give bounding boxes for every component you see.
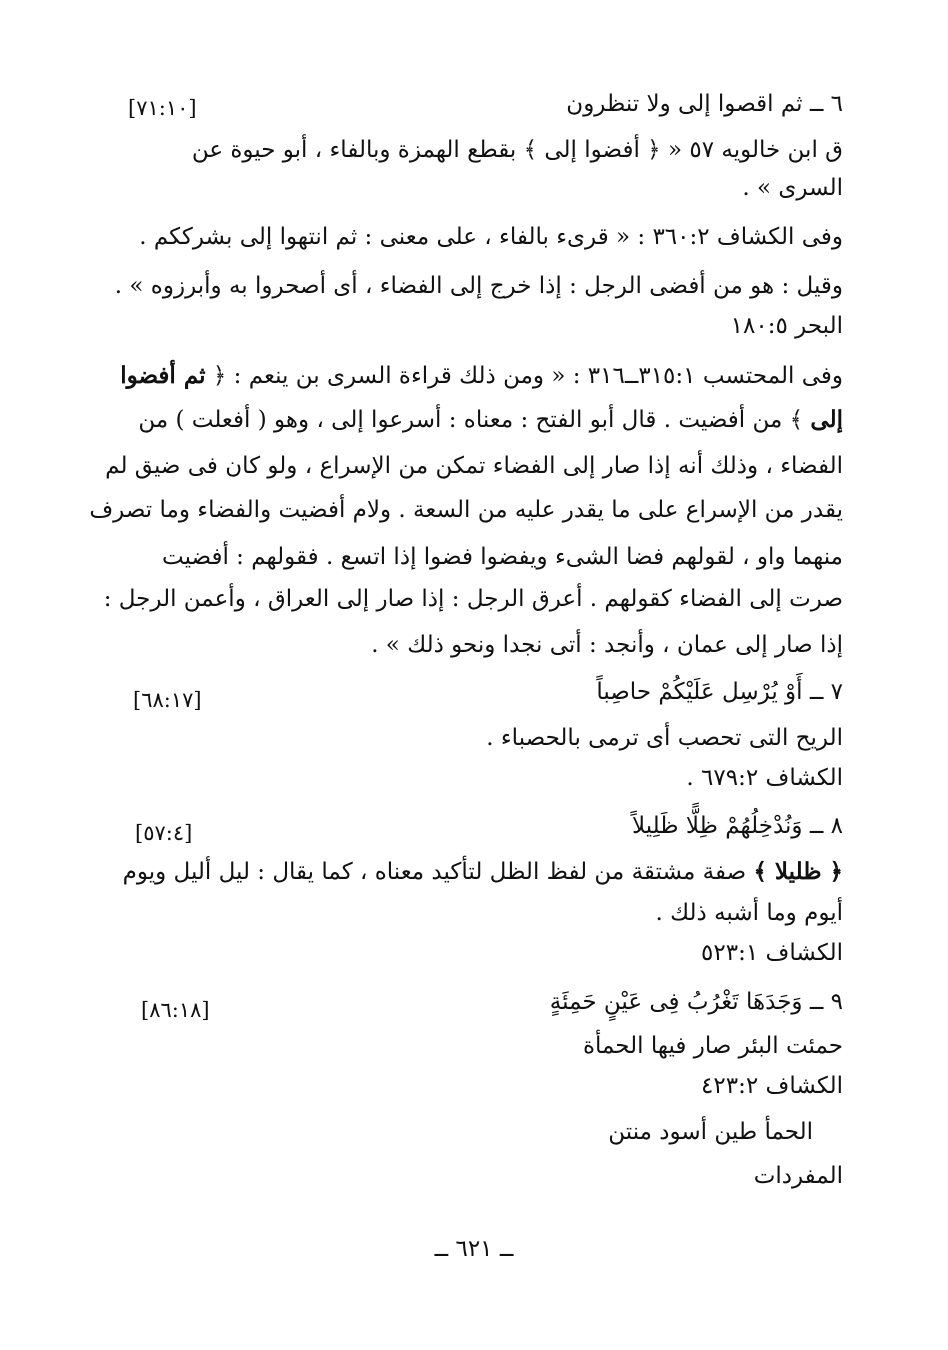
entry-8-heading: ٨ ــ وَنُدْخِلُهُمْ ظِلًّا ظَلِيلاً bbox=[631, 813, 843, 839]
entry-6-line-4: وقيل : هو من أفضى الرجل : إذا خرج إلى الفضاء ، أى أصحروا به وأبرزوه » . bbox=[114, 273, 843, 299]
entry-8-line-1 bbox=[122, 856, 843, 888]
entry-8-line-1-bold: ﴿ ظليلا ﴾ bbox=[753, 858, 843, 885]
entry-7-heading: ٧ ــ أَوْ يُرْسِل عَلَيْكُمْ حاصِباً bbox=[596, 679, 843, 705]
entry-7-line-2: الكشاف ٦٧٩:٢ . bbox=[686, 765, 843, 791]
entry-6-line-12: إذا صار إلى عمان ، وأنجد : أتى نجدا ونحو ذلك » . bbox=[371, 632, 843, 658]
entry-6-reference: [٧١:١٠] bbox=[128, 96, 197, 120]
entry-6-line-8: الفضاء ، وذلك أنه إذا صار إلى الفضاء تمكن من الإسراع ، ولو كان فى ضيق لم bbox=[105, 453, 843, 479]
entry-6-line-11: صرت إلى الفضاء كقولهم . أعرق الرجل : إذا صار إلى العراق ، وأعمن الرجل : bbox=[103, 586, 843, 612]
entry-9-line-4: المفردات bbox=[753, 1163, 843, 1189]
entry-8-reference: [٥٧:٤] bbox=[135, 821, 193, 845]
entry-9-line-3: الحمأ طين أسود منتن bbox=[608, 1119, 813, 1145]
entry-6-line-5: البحر ١٨٠:٥ bbox=[730, 313, 843, 339]
entry-6-line-6 bbox=[120, 360, 843, 392]
entry-7-reference: [٦٨:١٧] bbox=[133, 688, 202, 712]
entry-8-line-2: أيوم وما أشبه ذلك . bbox=[655, 900, 843, 926]
entry-8-line-1-text: صفة مشتقة من لفظ الظل لتأكيد معناه ، كما يقال : ليل أليل ويوم bbox=[122, 859, 754, 885]
entry-6-heading: ٦ ــ ثم اقصوا إلى ولا تنظرون bbox=[566, 91, 843, 117]
entry-6-line-7-bold: إلى bbox=[810, 406, 843, 433]
entry-6-line-9: يقدر من الإسراع على ما يقدر عليه من السعة . ولام أفضيت والفضاء وما تصرف bbox=[89, 497, 843, 523]
entry-6-line-6-bold: ثم أفضوا bbox=[120, 362, 206, 389]
entry-6-line-10: منهما واو ، لقولهم فضا الشىء ويفضوا فضوا إذا اتسع . فقولهم : أفضيت bbox=[161, 544, 843, 570]
entry-6-line-3: وفى الكشاف ٣٦٠:٢ : « قرىء بالفاء ، على معنى : ثم انتهوا إلى بشرككم . bbox=[139, 224, 843, 250]
entry-8-line-3: الكشاف ٥٢٣:١ bbox=[701, 940, 843, 966]
entry-6-line-2: السرى » . bbox=[742, 175, 843, 201]
entry-9-heading: ٩ ــ وَجَدَهَا تَغْرُبُ فِى عَيْنٍ حَمِئَةٍ bbox=[549, 989, 843, 1015]
entry-6-line-7 bbox=[128, 404, 843, 436]
entry-9-line-2: الكشاف ٤٢٣:٢ bbox=[701, 1073, 843, 1099]
page-number: ــ ٦٢١ ــ bbox=[434, 1236, 514, 1262]
entry-6-line-6-text: وفى المحتسب ٣١٥:١ــ٣١٦ : « ومن ذلك قراءة السرى بن ينعم : ﴿ bbox=[205, 363, 843, 389]
entry-6-line-1: ق ابن خالويه ٥٧ « ﴿ أفضوا إلى ﴾ بقطع الهمزة وبالفاء ، أبو حيوة عن bbox=[191, 137, 843, 163]
entry-7-line-1: الريح التى تحصب أى ترمى بالحصباء . bbox=[486, 725, 843, 751]
entry-6-line-7-text: ﴾ من أفضيت . قال أبو الفتح : معناه : أسرعوا إلى ، وهو ( أفعلت ) من bbox=[138, 407, 811, 433]
entry-9-line-1: حمئت البئر صار فيها الحمأة bbox=[582, 1033, 843, 1059]
entry-9-reference: [٨٦:١٨] bbox=[141, 998, 210, 1022]
